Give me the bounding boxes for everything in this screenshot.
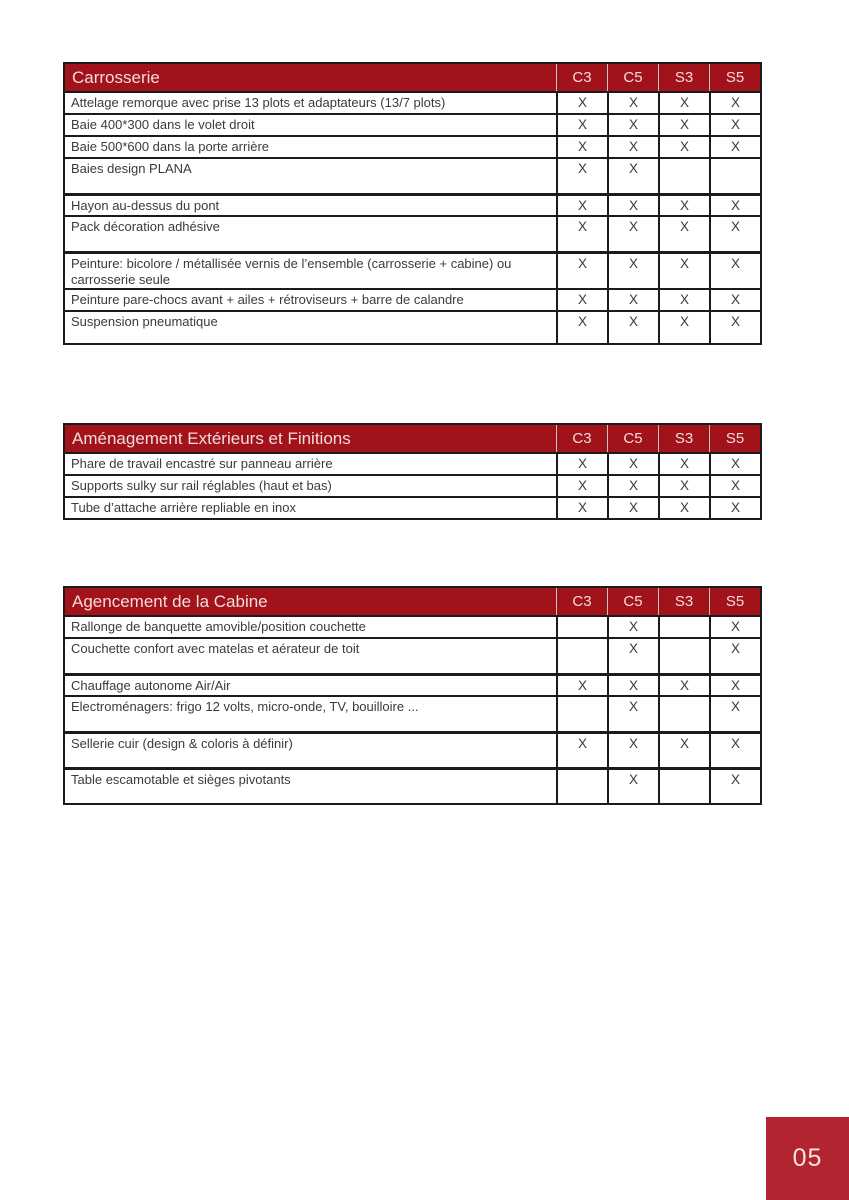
availability-cell: X bbox=[556, 115, 607, 135]
feature-label: Sellerie cuir (design & coloris à définir) bbox=[71, 736, 293, 751]
table-header-row bbox=[65, 588, 760, 615]
feature-label: Electroménagers: frigo 12 volts, micro-onde, TV, bouilloire ... bbox=[71, 699, 419, 714]
availability-cell: X bbox=[607, 290, 658, 310]
availability-cell: X bbox=[709, 770, 760, 803]
availability-cell: X bbox=[658, 476, 709, 496]
table-row bbox=[65, 251, 760, 288]
feature-table-2 bbox=[63, 586, 762, 805]
availability-cell: X bbox=[607, 476, 658, 496]
feature-label: Chauffage autonome Air/Air bbox=[71, 678, 231, 693]
availability-cell: X bbox=[607, 115, 658, 135]
availability-cell: X bbox=[556, 476, 607, 496]
column-header: C3 bbox=[556, 64, 607, 91]
feature-label: Attelage remorque avec prise 13 plots et adaptateurs (13/7 plots) bbox=[71, 95, 446, 110]
feature-label: Hayon au-dessus du pont bbox=[71, 198, 220, 213]
availability-cell: X bbox=[658, 196, 709, 215]
availability-cell: X bbox=[658, 93, 709, 113]
feature-label: Couchette confort avec matelas et aérateur de toit bbox=[71, 641, 360, 656]
availability-cell: X bbox=[658, 454, 709, 474]
page-number-badge: 05 bbox=[766, 1117, 849, 1200]
availability-cell: X bbox=[556, 196, 607, 215]
availability-cell bbox=[658, 159, 709, 193]
availability-cell bbox=[658, 639, 709, 673]
feature-table-0 bbox=[63, 62, 762, 345]
table-row bbox=[65, 193, 760, 215]
availability-cell: X bbox=[607, 734, 658, 767]
availability-cell: X bbox=[556, 290, 607, 310]
column-header: S3 bbox=[658, 588, 709, 615]
availability-cell: X bbox=[709, 454, 760, 474]
feature-label: Suspension pneumatique bbox=[71, 314, 218, 329]
availability-cell: X bbox=[556, 217, 607, 251]
availability-cell bbox=[658, 770, 709, 803]
availability-cell bbox=[709, 159, 760, 193]
availability-cell: X bbox=[556, 676, 607, 695]
availability-cell: X bbox=[607, 196, 658, 215]
availability-cell: X bbox=[658, 254, 709, 288]
availability-cell: X bbox=[709, 617, 760, 637]
availability-cell: X bbox=[709, 734, 760, 767]
table-row bbox=[65, 695, 760, 731]
availability-cell: X bbox=[607, 217, 658, 251]
availability-cell: X bbox=[556, 312, 607, 343]
availability-cell: X bbox=[607, 93, 658, 113]
column-header: C5 bbox=[607, 64, 658, 91]
availability-cell: X bbox=[556, 734, 607, 767]
table-row bbox=[65, 731, 760, 767]
availability-cell: X bbox=[556, 159, 607, 193]
availability-cell: X bbox=[709, 217, 760, 251]
availability-cell: X bbox=[709, 115, 760, 135]
availability-cell: X bbox=[556, 254, 607, 288]
availability-cell: X bbox=[658, 115, 709, 135]
availability-cell: X bbox=[607, 454, 658, 474]
column-header: S5 bbox=[709, 425, 760, 452]
column-header: S3 bbox=[658, 64, 709, 91]
feature-label: Baie 500*600 dans la porte arrière bbox=[71, 139, 270, 154]
table-title: Aménagement Extérieurs et Finitions bbox=[72, 429, 351, 448]
column-header: S5 bbox=[709, 588, 760, 615]
table-header-row bbox=[65, 64, 760, 91]
availability-cell: X bbox=[709, 93, 760, 113]
availability-cell: X bbox=[658, 312, 709, 343]
feature-label: Tube d’attache arrière repliable en inox bbox=[71, 500, 296, 515]
table-row bbox=[65, 452, 760, 474]
availability-cell: X bbox=[607, 617, 658, 637]
feature-label: Supports sulky sur rail réglables (haut et bas) bbox=[71, 478, 332, 493]
availability-cell: X bbox=[658, 290, 709, 310]
table-row bbox=[65, 113, 760, 135]
feature-table-1 bbox=[63, 423, 762, 520]
availability-cell: X bbox=[556, 454, 607, 474]
availability-cell: X bbox=[607, 137, 658, 157]
availability-cell: X bbox=[709, 476, 760, 496]
table-title: Carrosserie bbox=[72, 68, 160, 87]
table-row bbox=[65, 91, 760, 113]
feature-label: Pack décoration adhésive bbox=[71, 219, 220, 234]
column-header: C5 bbox=[607, 425, 658, 452]
availability-cell: X bbox=[709, 676, 760, 695]
availability-cell: X bbox=[607, 312, 658, 343]
table-row bbox=[65, 474, 760, 496]
feature-label: Baie 400*300 dans le volet droit bbox=[71, 117, 255, 132]
availability-cell bbox=[556, 697, 607, 731]
column-header: S5 bbox=[709, 64, 760, 91]
feature-label: Baies design PLANA bbox=[71, 161, 192, 176]
availability-cell: X bbox=[556, 498, 607, 518]
availability-cell: X bbox=[709, 290, 760, 310]
availability-cell: X bbox=[658, 676, 709, 695]
availability-cell bbox=[556, 639, 607, 673]
availability-cell: X bbox=[658, 137, 709, 157]
availability-cell bbox=[556, 617, 607, 637]
table-row bbox=[65, 310, 760, 343]
availability-cell: X bbox=[709, 254, 760, 288]
column-header: S3 bbox=[658, 425, 709, 452]
availability-cell: X bbox=[607, 697, 658, 731]
table-row bbox=[65, 135, 760, 157]
availability-cell bbox=[658, 697, 709, 731]
availability-cell: X bbox=[607, 254, 658, 288]
table-row bbox=[65, 615, 760, 637]
availability-cell: X bbox=[658, 217, 709, 251]
availability-cell: X bbox=[556, 93, 607, 113]
table-row bbox=[65, 637, 760, 673]
availability-cell: X bbox=[709, 639, 760, 673]
availability-cell: X bbox=[607, 498, 658, 518]
availability-cell: X bbox=[709, 196, 760, 215]
feature-label: Rallonge de banquette amovible/position couchette bbox=[71, 619, 366, 634]
feature-label: Phare de travail encastré sur panneau arrière bbox=[71, 456, 333, 471]
availability-cell: X bbox=[607, 159, 658, 193]
table-row bbox=[65, 215, 760, 251]
table-row bbox=[65, 767, 760, 803]
availability-cell bbox=[658, 617, 709, 637]
feature-label: Table escamotable et sièges pivotants bbox=[71, 772, 291, 787]
column-header: C3 bbox=[556, 588, 607, 615]
availability-cell: X bbox=[709, 137, 760, 157]
availability-cell bbox=[556, 770, 607, 803]
table-header-row bbox=[65, 425, 760, 452]
feature-label: Peinture: bicolore / métallisée vernis de l’ensemble (carrosserie + cabine) ou carrosserie seule bbox=[71, 256, 512, 287]
table-row bbox=[65, 288, 760, 310]
availability-cell: X bbox=[658, 734, 709, 767]
availability-cell: X bbox=[607, 770, 658, 803]
availability-cell: X bbox=[709, 498, 760, 518]
availability-cell: X bbox=[709, 312, 760, 343]
availability-cell: X bbox=[709, 697, 760, 731]
availability-cell: X bbox=[556, 137, 607, 157]
table-row bbox=[65, 496, 760, 518]
table-title: Agencement de la Cabine bbox=[72, 592, 268, 611]
availability-cell: X bbox=[658, 498, 709, 518]
availability-cell: X bbox=[607, 676, 658, 695]
feature-tables-container bbox=[63, 0, 762, 805]
table-row bbox=[65, 673, 760, 695]
column-header: C5 bbox=[607, 588, 658, 615]
availability-cell: X bbox=[607, 639, 658, 673]
table-row bbox=[65, 157, 760, 193]
column-header: C3 bbox=[556, 425, 607, 452]
feature-label: Peinture pare-chocs avant + ailes + rétroviseurs + barre de calandre bbox=[71, 292, 464, 307]
